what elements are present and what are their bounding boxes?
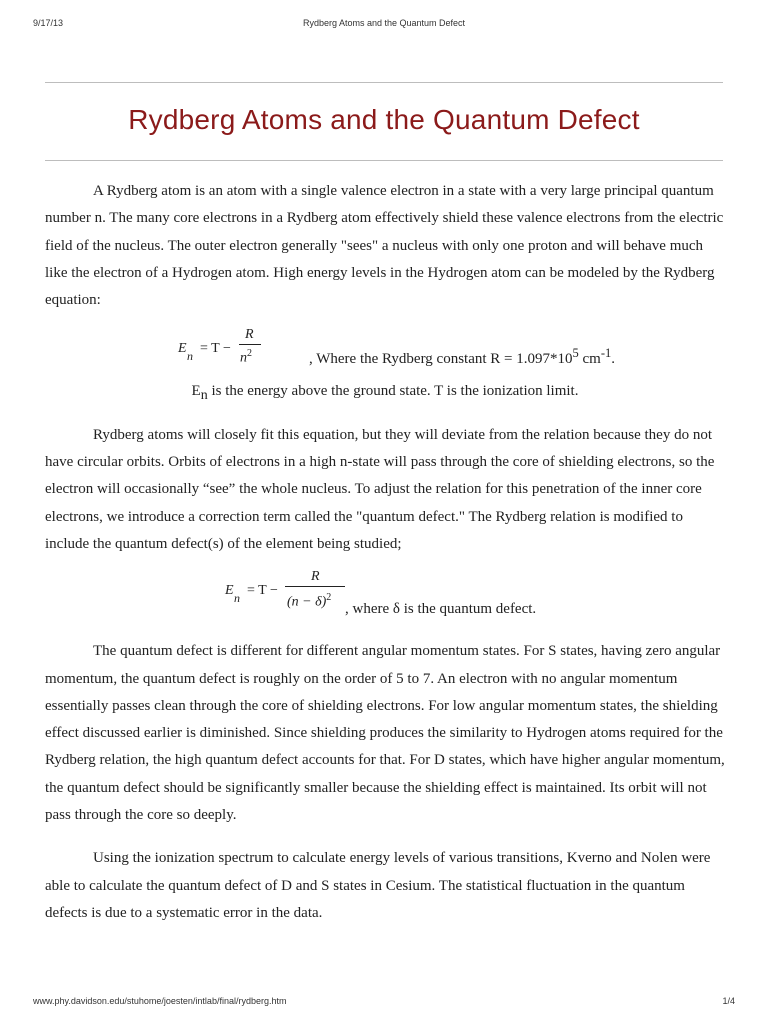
print-header [33,18,735,32]
eq2-numerator: R [311,569,320,585]
eq1-lhs: = T − [200,341,231,357]
note-energy-symbol: E [191,383,201,400]
eq1-constant-text [309,340,615,373]
eq1-constant-label: , Where the Rydberg constant R = 1.097*10 [309,351,573,368]
note-text: is the energy above the ground state. T is the ionization limit. [207,383,579,400]
eq1-constant-exponent: 5 [572,346,579,361]
eq1-unit-exponent: -1 [600,346,612,361]
eq1-energy-symbol: E [178,341,187,357]
note-subscript: n [200,388,208,404]
print-date: 9/17/13 [33,18,64,28]
eq1-fraction-bar [239,344,261,345]
eq1-exponent: 2 [247,348,252,360]
page-number: 1/4 [722,996,735,1006]
paragraph-cesium: Using the ionization spectrum to calculate energy levels of various transitions, Kverno and Nolen were able to calculate the quantum defect of D and S states in Cesium. The statistical fluctuation in the quantum defects is due to a systematic error in the data. [45,850,711,921]
paragraph-angular-momentum: The quantum defect is different for different angular momentum states. For S states, having zero angular momentum, the quantum defect is roughly on the order of 5 to 7. An electron with no angular momentum essentially passes clean through the core of shielding electrons. For low angular momentum states, the shielding effect discussed earlier is diminished. Since shielding produces the similarity to Hydrogen atoms required for the Rydberg relation, the high quantum defect accounts for that. For D states, which have higher angular momentum, the quantum defect should be significantly smaller because the shielding effect is maintained. Its orbit will not pass through the core so deeply. [45,643,725,824]
eq2-subscript: n [234,591,240,606]
eq2-denominator-base: (n − δ) [287,594,327,610]
paragraph-deviation: Rydberg atoms will closely fit this equation, but they will deviate from the relation because they do not have circular orbits. Orbits of electrons in a high n-state will pass through the core of shielding electrons, so the electron will occasionally “see” the whole nucleus. To adjust the relation for this penetration of the inner core electrons, we introduce a correction term called the "quantum defect." The Rydberg relation is modified to include the quantum defect(s) of the element being studied; [45,426,715,552]
eq1-numerator: R [245,327,254,343]
eq2-denominator [287,593,331,610]
eq2-description: , where δ is the quantum defect. [345,601,537,618]
rydberg-equation [45,324,725,378]
eq2-energy-symbol: E [225,583,234,599]
paragraph-intro: A Rydberg atom is an atom with a single valence electron in a state with a very large principal quantum number n. The many core electrons in a Rydberg atom effectively shield these valence electrons from the electric field of the nucleus. The outer electron generally "sees" a nucleus with only one proton and will behave much like the electron of a Hydrogen atom. High energy levels in the Hydrogen atom can be modeled by the Rydberg equation: [45,183,724,309]
page-url: www.phy.davidson.edu/stuhome/joesten/intlab/final/rydberg.htm [33,996,287,1006]
eq1-denominator-base: n [240,351,247,367]
top-divider [45,82,723,83]
eq1-period: . [611,351,616,368]
title-divider [45,160,723,161]
rydberg-formula [178,328,268,368]
eq2-exponent: 2 [326,592,332,604]
page-title: Rydberg Atoms and the Quantum Defect [128,104,640,135]
eq1-denominator [240,349,252,366]
eq2-lhs: = T − [247,583,278,599]
energy-definition [45,378,725,405]
eq1-unit: cm [578,351,601,368]
article-body [45,178,725,927]
eq1-subscript: n [187,349,193,364]
quantum-defect-equation [45,566,725,628]
eq2-fraction-bar [285,586,345,587]
print-title: Rydberg Atoms and the Quantum Defect [302,18,466,28]
print-footer [33,996,735,1010]
